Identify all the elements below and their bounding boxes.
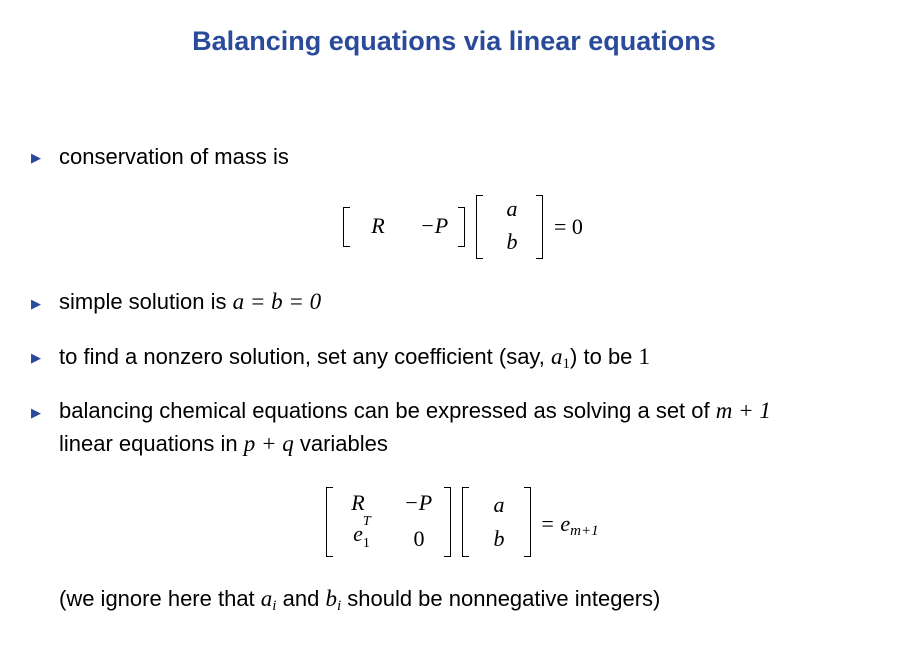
bullet-4-line2-after: variables: [299, 431, 388, 456]
bullet-1-text: conservation of mass is: [59, 144, 289, 169]
vector-bracket-left: [476, 195, 483, 259]
note-text: [59, 586, 660, 615]
matrix-bracket-right: [458, 207, 465, 247]
bullet-4-math-pq: p + q: [243, 431, 294, 456]
matrix2-entry-e1T: e T 1: [353, 514, 371, 551]
bullet-marker-4: ▶: [31, 405, 41, 420]
matrix2-bracket-right: [444, 487, 451, 557]
bullet-2-math: a = b = 0: [232, 289, 322, 314]
note-and: and: [282, 586, 320, 611]
bullet-marker-1: ▶: [31, 150, 41, 165]
bullet-marker-2: ▶: [31, 296, 41, 311]
note-b-i: $b_i$: [325, 586, 342, 614]
vector-entry-a: a: [506, 196, 518, 221]
bullet-marker-3: ▶: [31, 350, 41, 365]
bullet-3-after: ) to be: [570, 344, 633, 369]
matrix-bracket-left: [343, 207, 350, 247]
vector2-entry-a: a: [493, 492, 505, 517]
bullet-4-line-2: [59, 431, 388, 457]
vector-bracket-right: [536, 195, 543, 259]
vector2-bracket-left: [462, 487, 469, 557]
note-after: should be nonnegative integers): [347, 586, 661, 611]
bullet-3-var: $a_1$: [551, 344, 571, 372]
rhs-e-m1: = em+1: [540, 511, 599, 539]
note-a-i: $a_i$: [260, 586, 277, 614]
bullet-4-before: balancing chemical equations can be expressed as solving a set of: [59, 398, 710, 423]
rhs-zero: = 0: [554, 214, 583, 239]
bullet-4-line2-before: linear equations in: [59, 431, 238, 456]
note-before: (we ignore here that: [59, 586, 255, 611]
matrix2-bracket-left: [326, 487, 333, 557]
bullet-2-label: simple solution is: [59, 289, 227, 314]
bullet-3-before: to find a nonzero solution, set any coefficient (say,: [59, 344, 545, 369]
bullet-3-one: 1: [638, 344, 651, 369]
matrix2-entry-R: R: [351, 490, 365, 515]
matrix2-entry-zero: 0: [413, 526, 425, 551]
bullet-4-line-1: [59, 398, 771, 424]
vector2-bracket-right: [524, 487, 531, 557]
bullet-3-text: [59, 344, 650, 373]
slide-title: Balancing equations via linear equations: [192, 26, 716, 56]
vector-entry-b: b: [506, 229, 518, 254]
matrix-entry-R: R: [371, 213, 385, 238]
vector2-entry-b: b: [493, 526, 505, 551]
matrix2-entry-minus-P: −P: [403, 490, 433, 515]
matrix-entry-minus-P: −P: [419, 213, 449, 238]
bullet-4-math-m: m + 1: [715, 398, 771, 423]
bullet-2-text: [59, 289, 321, 315]
